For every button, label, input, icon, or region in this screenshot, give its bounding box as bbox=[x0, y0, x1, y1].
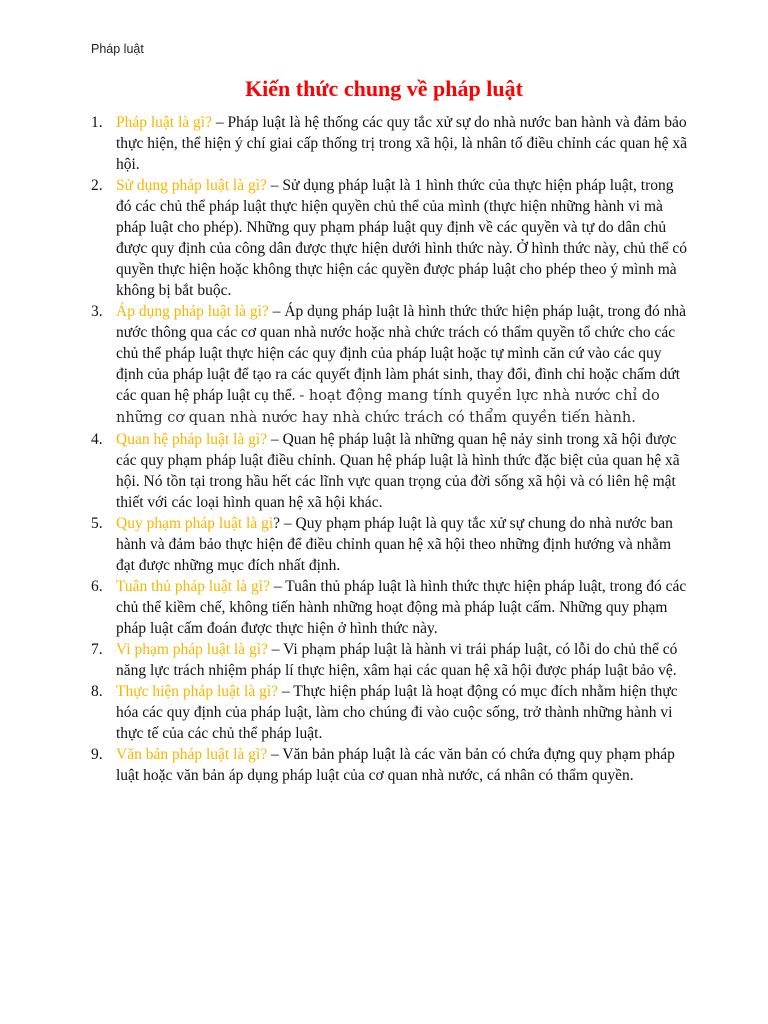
item-separator: – bbox=[267, 641, 284, 658]
item-question: Quy phạm pháp luật là gì bbox=[116, 515, 274, 532]
item-question: Sử dụng pháp luật là gì? bbox=[116, 177, 267, 194]
item-answer: Áp dụng pháp luật là hình thức thức hiện pháp luật, trong đó nhà nước thông qua các cơ quan nhà nước hoặc nhà chức trách có thẩm quyền tổ chức cho các chủ thể pháp luật thực hiện các quy định của pháp luật hoặc tự mình căn cứ vào các quy định của pháp luật để tạo ra các quyết định làm phát sinh, thay đổi, đình chỉ hoặc chấm dứt các quan hệ pháp luật cụ thể. bbox=[116, 303, 686, 404]
item-number: 1. bbox=[91, 114, 103, 131]
item-separator: – bbox=[266, 177, 283, 194]
list-item bbox=[91, 429, 691, 513]
item-separator: ? – bbox=[273, 515, 296, 532]
item-answer: Văn bản pháp luật là các văn bản có chứa đựng quy phạm pháp luật hoặc văn bản áp dụng pháp luật của cơ quan nhà nước, cá nhân có thẩm quyền. bbox=[116, 746, 675, 784]
item-answer: Quan hệ pháp luật là những quan hệ nảy sinh trong xã hội được các quy phạm pháp luật điều chỉnh. Quan hệ pháp luật là hình thức đặc biệt của quan hệ xã hội. Nó tồn tại trong hầu hết các lĩnh vực quan trọng của đời sống xã hội và có liên hệ mật thiết với các loại hình quan hệ xã hội khác. bbox=[116, 431, 680, 511]
item-answer: Pháp luật là hệ thống các quy tắc xử sự do nhà nước ban hành và đảm bảo thực hiện, thể hiện ý chí giai cấp thống trị trong xã hội, là nhân tố điều chỉnh các quan hệ xã hội. bbox=[116, 114, 687, 173]
item-extra-note: - hoạt động mang tính quyền lực nhà nước chỉ do những cơ quan nhà nước hay nhà chức trách có thẩm quyền tiến hành. bbox=[116, 388, 660, 426]
item-question: Thực hiện pháp luật là gì? bbox=[116, 683, 279, 700]
item-question: Văn bản pháp luật là gì? bbox=[116, 746, 268, 763]
item-separator: – bbox=[212, 114, 228, 131]
list-item bbox=[91, 639, 691, 681]
list-item bbox=[91, 513, 691, 576]
item-separator: – bbox=[278, 683, 294, 700]
item-number: 6. bbox=[91, 578, 103, 595]
item-answer: Tuân thủ pháp luật là hình thức thực hiện pháp luật, trong đó các chủ thể kiềm chế, không tiến hành những hoạt động mà pháp luật cấm. Những quy phạm pháp luật cấm đoán được thực hiện ở hình thức này. bbox=[116, 578, 687, 637]
item-number: 4. bbox=[91, 431, 103, 448]
list-item bbox=[91, 175, 691, 301]
item-answer: Sử dụng pháp luật là 1 hình thức của thực hiện pháp luật, trong đó các chủ thể pháp luật thực hiện quyền chủ thể của mình (thực hiện những hành vi mà pháp luật cho phép). Những quy phạm pháp luật quy định về các quyền và tự do dân chủ được quy định của công dân được thực hiện dưới hình thức này. Ở hình thức này, chủ thể có quyền thực hiện hoặc không thực hiện các quyền được pháp luật cho phép theo ý mình mà không bị bắt buộc. bbox=[116, 177, 688, 299]
item-question: Áp dụng pháp luật là gì? bbox=[116, 303, 269, 320]
document-title: Kiến thức chung về pháp luật bbox=[245, 76, 523, 101]
item-answer: Vi phạm pháp luật là hành vi trái pháp luật, có lỗi do chủ thể có năng lực trách nhiệm pháp lí thực hiện, xâm hại các quan hệ xã hội được pháp luật bảo vệ. bbox=[116, 641, 678, 679]
page-header: Pháp luật bbox=[91, 42, 144, 56]
item-number: 9. bbox=[91, 746, 103, 763]
item-number: 8. bbox=[91, 683, 103, 700]
item-number: 3. bbox=[91, 303, 103, 320]
item-separator: – bbox=[267, 431, 283, 448]
item-separator: – bbox=[269, 578, 286, 595]
list-item bbox=[91, 112, 691, 175]
list-item bbox=[91, 301, 691, 429]
item-answer: Quy phạm pháp luật là quy tắc xử sự chung do nhà nước ban hành và đảm bảo thực hiện để điều chỉnh quan hệ xã hội theo những định hướng và nhằm đạt được những mục đích nhất định. bbox=[116, 515, 673, 574]
item-answer: Thực hiện pháp luật là hoạt động có mục đích nhằm hiện thực hóa các quy định của pháp luật, làm cho chúng đi vào cuộc sống, trở thành những hành vi thực tế của các chủ thể pháp luật. bbox=[116, 683, 678, 742]
item-separator: – bbox=[268, 303, 285, 320]
item-question: Vi phạm pháp luật là gì? bbox=[116, 641, 268, 658]
item-separator: – bbox=[267, 746, 283, 763]
item-question: Pháp luật là gì? bbox=[116, 114, 212, 131]
item-question: Quan hệ pháp luật là gì? bbox=[116, 431, 268, 448]
list-item bbox=[91, 744, 691, 786]
list-item bbox=[91, 681, 691, 744]
item-number: 5. bbox=[91, 515, 103, 532]
item-number: 7. bbox=[91, 641, 103, 658]
item-question: Tuân thủ pháp luật là gì? bbox=[116, 578, 270, 595]
item-number: 2. bbox=[91, 177, 103, 194]
list-item bbox=[91, 576, 691, 639]
faq-list bbox=[91, 112, 691, 786]
